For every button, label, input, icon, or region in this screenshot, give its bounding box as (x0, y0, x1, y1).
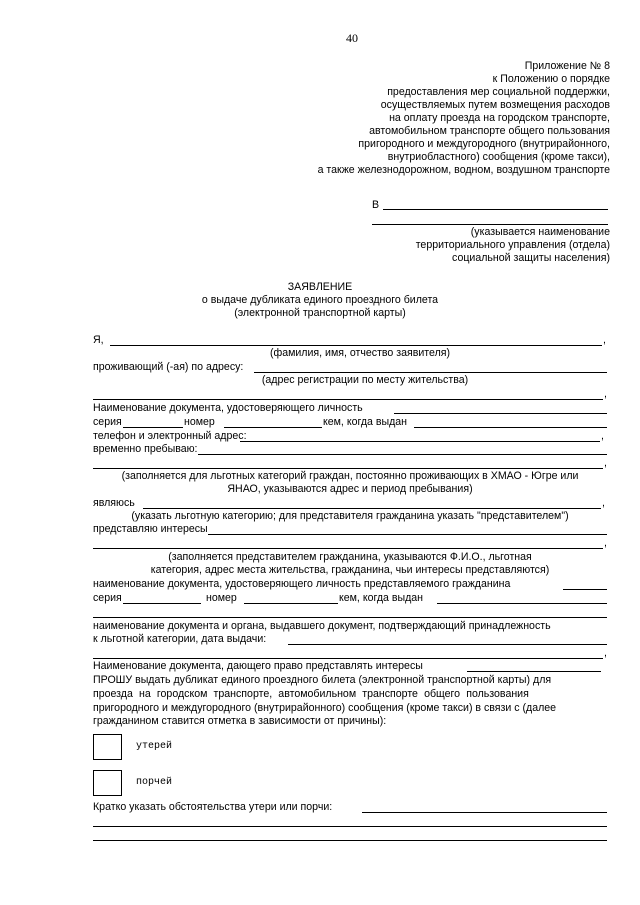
document-subtitle: о выдаче дубликата единого проездного билета (201, 294, 439, 306)
appendix-line: пригородного и междугородного (внутрирайонного, (358, 138, 610, 150)
temp-stay-field[interactable] (198, 454, 607, 455)
series-label: серия (93, 416, 122, 428)
category-hint: (указать льготную категорию; для представителя гражданина указать "представителем") (131, 510, 569, 522)
category-field[interactable] (143, 508, 601, 509)
comma: , (601, 430, 604, 442)
request-line: проезда на городском транспорте, автомобильном транспорте общего пользования (93, 688, 529, 700)
series-field[interactable] (123, 427, 183, 428)
temp-stay-label: временно пребываю: (93, 443, 198, 455)
request-line: пригородного и междугородного (внутрирайонного) сообщения (кроме такси) в связи с (далее (93, 702, 557, 714)
id-doc-label: Наименование документа, удостоверяющего личность (93, 402, 363, 414)
comma: , (602, 497, 605, 509)
rep-doc-field-2[interactable] (93, 617, 607, 618)
appendix-line: автомобильном транспорте общего пользования (369, 125, 610, 137)
circumstances-field[interactable] (362, 812, 607, 813)
preferential-doc-label: наименование документа и органа, выдавшего документ, подтверждающий принадлежность (93, 620, 551, 632)
addressee-line[interactable] (372, 224, 608, 225)
circumstances-field-3[interactable] (93, 840, 607, 841)
rep-series-label: серия (93, 592, 122, 604)
addressee-line[interactable] (383, 209, 608, 210)
rep-number-field[interactable] (244, 603, 338, 604)
appendix-line: внутриобластного) сообщения (кроме такси), (387, 151, 610, 163)
circumstances-field-2[interactable] (93, 826, 607, 827)
number-field[interactable] (224, 427, 322, 428)
rep-doc-label: наименование документа, удостоверяющего личность представляемого гражданина (93, 578, 511, 590)
damage-checkbox[interactable] (93, 770, 122, 796)
loss-checkbox[interactable] (93, 734, 122, 760)
appendix-line: осуществляемых путем возмещения расходов (380, 99, 610, 111)
request-line: ПРОШУ выдать дубликат единого проездного билета (электронной транспортной карты) для (93, 674, 552, 686)
rep-issued-label: кем, когда выдан (339, 592, 424, 604)
comma: , (604, 537, 607, 549)
comma: , (604, 457, 607, 469)
right-doc-field[interactable] (467, 671, 601, 672)
fio-field[interactable] (110, 345, 602, 346)
phone-label: телефон и электронный адрес: (93, 430, 247, 442)
appendix-line: предоставления мер социальной поддержки, (387, 86, 610, 98)
damage-option-label: порчей (136, 777, 173, 788)
address-hint: (адрес регистрации по месту жительства) (261, 374, 469, 386)
document-subtitle: (электронной транспортной карты) (234, 307, 406, 319)
number-label: номер (184, 416, 215, 428)
appendix-line: а также железнодорожном, водном, воздушном транспорте (317, 164, 610, 176)
address-label: проживающий (-ая) по адресу: (93, 361, 244, 373)
appendix-line: Приложение № 8 (524, 60, 610, 72)
preferential-doc-field[interactable] (288, 644, 607, 645)
applicant-label: Я, (93, 334, 104, 346)
appendix-header (210, 60, 610, 177)
temp-stay-hint: ЯНАО, указываются адрес и период пребывания) (227, 483, 473, 495)
appendix-line: к Положению о порядке (492, 73, 610, 85)
page-number: 40 (346, 31, 358, 45)
fio-hint: (фамилия, имя, отчество заявителя) (269, 347, 451, 359)
represent-field[interactable] (208, 534, 607, 535)
address-field[interactable] (254, 372, 607, 373)
preferential-doc-field-2[interactable] (93, 658, 603, 659)
represent-field-2[interactable] (93, 548, 603, 549)
rep-number-label: номер (206, 592, 237, 604)
circumstances-label: Кратко указать обстоятельства утери или порчи: (93, 801, 333, 813)
rep-doc-field[interactable] (563, 589, 607, 590)
appendix-line: на оплату проезда на городском транспорте, (389, 112, 610, 124)
represent-hint: категория, адрес места жительства, гражданина, чьи интересы представляются) (150, 564, 550, 576)
comma: , (603, 334, 606, 346)
category-label: являюсь (93, 497, 135, 509)
comma: , (604, 647, 607, 659)
document-title: ЗАЯВЛЕНИЕ (287, 281, 353, 293)
addressee-hint: (указывается наименование территориального управления (отдела) социальной защиты населения) (415, 226, 610, 264)
phone-field[interactable] (240, 441, 600, 442)
represent-hint: (заполняется представителем гражданина, указываются Ф.И.О., льготная (168, 551, 532, 563)
temp-stay-field-2[interactable] (93, 468, 603, 469)
loss-option-label: утерей (136, 741, 173, 752)
right-doc-label: Наименование документа, дающего право представлять интересы (93, 660, 423, 672)
address-field-2[interactable] (93, 399, 603, 400)
temp-stay-hint: (заполняется для льготных категорий граждан, постоянно проживающих в ХМАО - Югре или (121, 470, 579, 482)
addressee-prefix: В (372, 199, 380, 211)
represent-label: представляю интересы (93, 523, 208, 535)
comma: , (604, 388, 607, 400)
rep-series-field[interactable] (123, 603, 201, 604)
preferential-doc-label: к льготной категории, дата выдачи: (93, 633, 267, 645)
rep-issued-field[interactable] (437, 603, 607, 604)
request-line: гражданином ставится отметка в зависимости от причины): (93, 715, 387, 727)
id-doc-field[interactable] (394, 413, 607, 414)
issued-label: кем, когда выдан (323, 416, 408, 428)
issued-field[interactable] (414, 427, 607, 428)
